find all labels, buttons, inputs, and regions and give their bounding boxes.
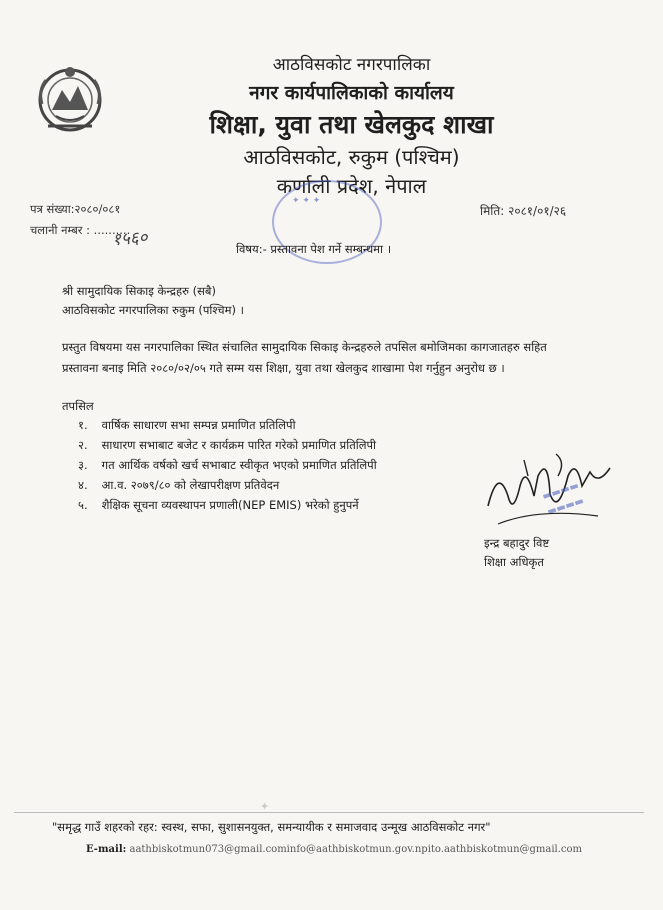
footer-motto: "समृद्ध गाउँ शहरको रहर: स्वस्थ, सफा, सुशासनयुक्त, समन्यायीक र समाजवाद उन्मूख आठविसकोट नगर"	[52, 820, 491, 834]
list-item-text: वार्षिक साधारण सभा सम्पन्न प्रमाणित प्रतिलिपी	[101, 418, 296, 432]
letter-number: पत्र संख्या:२०८०/०८१	[30, 202, 121, 216]
addressee-line-2: आठविसकोट नगरपालिका रुकुम (पश्चिम) ।	[62, 303, 244, 317]
body-line-1: प्रस्तुत विषयमा यस नगरपालिका स्थित संचालित सामुदायिक सिकाइ केन्द्रहरुले तपसिल बमोजिमका कागजातहरु सहित	[62, 340, 547, 354]
list-item-text: साधारण सभाबाट बजेट र कार्यक्रम पारित गरेको प्रमाणित प्रतिलिपी	[101, 438, 377, 452]
list-item-text: गत आर्थिक वर्षको खर्च सभाबाट स्वीकृत भएको प्रमाणित प्रतिलिपी	[101, 458, 377, 472]
municipality-name: आठविसकोट नगरपालिका	[272, 55, 431, 75]
letter-date: मिति: २०८१/०१/२६	[480, 204, 567, 218]
signatory-name: इन्द्र बहादुर विष्ट	[484, 536, 550, 550]
list-item	[78, 418, 296, 433]
office-name: नगर कार्यपालिकाको कार्यालय	[249, 82, 454, 104]
list-item-number: ३.	[78, 458, 88, 472]
list-item-number: २.	[78, 438, 88, 452]
dispatch-number: चलानी नम्बर : ..........	[30, 223, 131, 237]
list-item	[78, 438, 376, 453]
list-item	[78, 458, 377, 473]
stamp-mark: ✦ ✦ ✦	[292, 196, 321, 206]
list-item-text: शैक्षिक सूचना व्यवस्थापन प्रणाली(NEP EMIS) भरेको हुनुपर्ने	[101, 498, 359, 512]
officer-stamp: ▬▬▬▬ ▬▬▬▬	[540, 480, 586, 518]
email-label: E-mail:	[86, 844, 127, 855]
list-item-number: ५.	[78, 498, 88, 512]
footer-divider	[14, 812, 644, 813]
list-item-text: आ.व. २०७९/८० को लेखापरीक्षण प्रतिवेदन	[101, 478, 280, 492]
list-item-number: ४.	[78, 478, 88, 492]
list-item	[78, 498, 359, 513]
faint-stamp-mark: ✦	[260, 800, 270, 813]
list-item	[78, 478, 279, 493]
branch-name: शिक्षा, युवा तथा खेलकुद शाखा	[209, 110, 494, 139]
list-title: तपसिल	[62, 399, 94, 413]
body-line-2: प्रस्तावना बनाइ मिति २०८०/०२/०५ गते सम्म यस शिक्षा, युवा तथा खेलकुद शाखामा पेश गर्नुहुन अनुरोध छ ।	[62, 361, 505, 375]
addressee-line-1: श्री सामुदायिक सिकाइ केन्द्रहरु (सबै)	[62, 284, 216, 298]
footer-email	[86, 844, 582, 855]
email-value: aathbiskotmun073@gmail.cominfo@aathbiskotmun.gov.npito.aathbiskotmun@gmail.com	[126, 844, 583, 855]
list-item-number: १.	[78, 418, 88, 432]
dispatch-number-handwritten: १५६०	[111, 227, 149, 251]
office-location: आठविसकोट, रुकुम (पश्चिम)	[243, 145, 460, 169]
signatory-title: शिक्षा अधिकृत	[484, 555, 544, 569]
province-name: कर्णाली प्रदेश, नेपाल	[276, 174, 427, 198]
letter-subject: विषय:- प्रस्तावना पेश गर्ने सम्बन्धमा ।	[236, 242, 392, 256]
